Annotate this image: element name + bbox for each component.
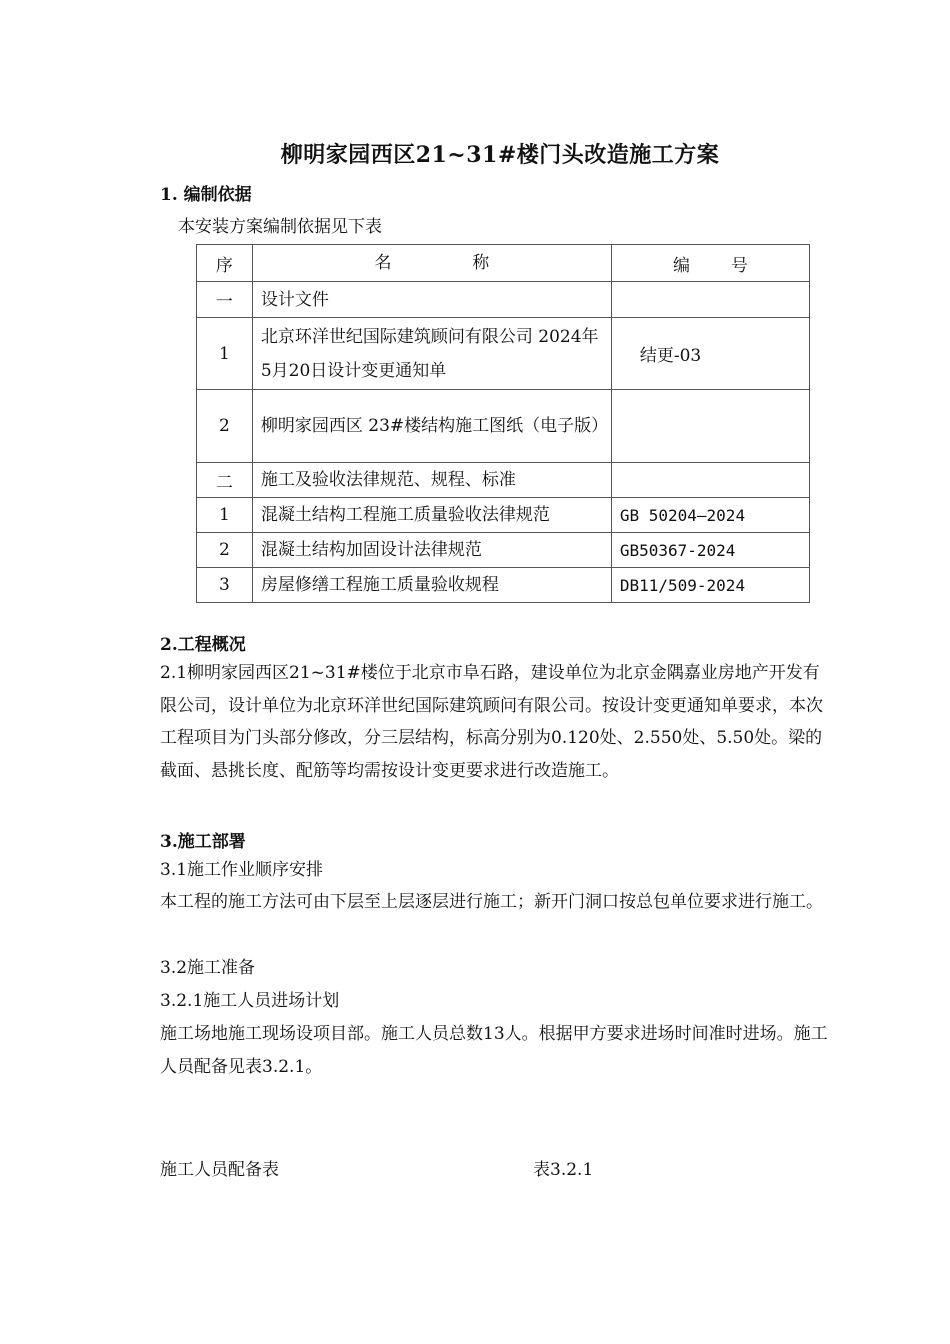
- table-row: [197, 498, 810, 533]
- table-row: [197, 463, 810, 498]
- row-seq: 1: [197, 318, 253, 390]
- subsection-3-2-1-body: 施工场地施工现场设项目部。施工人员总数13人。根据甲方要求进场时间准时进场。施工人员配备见表3.2.1。: [160, 1024, 828, 1077]
- row-seq: 3: [197, 568, 253, 603]
- header-name-a: 名: [374, 253, 392, 273]
- row-code: [611, 463, 809, 498]
- table-row: [197, 390, 810, 463]
- row-code: DB11/509-2024: [611, 568, 809, 603]
- row-name: 施工及验收法律规范、规程、标准: [252, 463, 611, 498]
- table-row: [197, 568, 810, 603]
- section-1-intro: 本安装方案编制依据见下表: [178, 217, 382, 237]
- basis-table: [196, 244, 810, 603]
- row-name: 设计文件: [252, 282, 611, 318]
- table-row: [197, 282, 810, 318]
- row-code: GB 50204—2024: [611, 498, 809, 533]
- row-name: 混凝土结构工程施工质量验收法律规范: [252, 498, 611, 533]
- header-name-b: 称: [472, 253, 490, 273]
- table-row: [197, 318, 810, 390]
- document-title: 柳明家园西区21~31#楼门头改造施工方案: [280, 142, 720, 168]
- row-name: 房屋修缮工程施工质量验收规程: [252, 568, 611, 603]
- row-seq: 二: [197, 463, 253, 498]
- staff-table-number: 表3.2.1: [533, 1160, 594, 1180]
- row-code: [611, 390, 809, 463]
- section-2-heading: 2.工程概况: [160, 635, 246, 655]
- row-code: [611, 282, 809, 318]
- row-code: 结更-03: [611, 318, 809, 390]
- row-seq: 2: [197, 390, 253, 463]
- header-name: [252, 245, 611, 282]
- header-seq: 序: [197, 245, 253, 282]
- subsection-3-2-title: 3.2施工准备: [160, 958, 256, 978]
- row-name: 混凝土结构加固设计法律规范: [252, 533, 611, 568]
- row-name: 北京环洋世纪国际建筑顾问有限公司 2024年5月20日设计变更通知单: [252, 318, 611, 390]
- header-code-a: 编: [673, 255, 691, 276]
- section-3-heading: 3.施工部署: [160, 832, 246, 852]
- subsection-3-2-1-title: 3.2.1施工人员进场计划: [160, 991, 340, 1011]
- subsection-3-1-body: 本工程的施工方法可由下层至上层逐层进行施工；新开门洞口按总包单位要求进行施工。: [160, 892, 823, 912]
- subsection-3-1-title: 3.1施工作业顺序安排: [160, 860, 324, 880]
- header-code: [611, 245, 809, 282]
- row-seq: 1: [197, 498, 253, 533]
- table-header-row: [197, 245, 810, 282]
- table-row: [197, 533, 810, 568]
- row-seq: 一: [197, 282, 253, 318]
- staff-table-caption: 施工人员配备表: [160, 1160, 279, 1180]
- header-code-b: 号: [730, 255, 748, 276]
- row-seq: 2: [197, 533, 253, 568]
- section-2-body: 2.1柳明家园西区21~31#楼位于北京市阜石路，建设单位为北京金隅嘉业房地产开发有限公司，设计单位为北京环洋世纪国际建筑顾问有限公司。按设计变更通知单要求，本次工程项目为门头部分修改，分三层结构，标高分别为0.120处、2.550处、5.50处。梁的截面、悬挑长度、配筋等均需按设计变更要求进行改造施工。: [160, 663, 823, 781]
- section-1-heading: 1. 编制依据: [160, 185, 252, 205]
- row-name: 柳明家园西区 23#楼结构施工图纸（电子版）: [252, 390, 611, 463]
- row-code: GB50367-2024: [611, 533, 809, 568]
